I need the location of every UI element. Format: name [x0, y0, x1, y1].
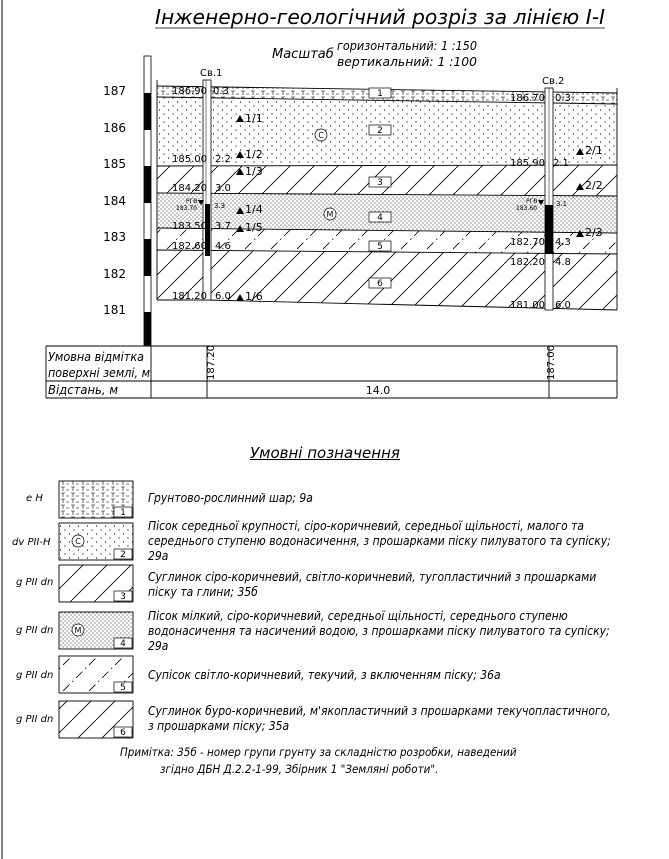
elevation-scale: [144, 56, 151, 345]
legend-text-2: Пісок середньої крупності, сіро-коричневий, середньої щільності, малого та середнього ступеню водонасичення, з прошарками піску пилуватого та супіску; 29а: [148, 519, 611, 563]
layer-num-2: 2: [377, 126, 383, 136]
bh2-depth-1: 2.1: [553, 158, 569, 169]
legend-swatches: [59, 481, 133, 738]
elev-tick-182: 182: [103, 267, 126, 281]
bh2-depth-3: 4.8: [555, 257, 571, 268]
borehole-2-name: Св.2: [542, 76, 565, 87]
scale-vertical: вертикальний: 1 :100: [337, 55, 478, 69]
bh2-ground: 186.70: [510, 93, 545, 104]
table-elev-left: 187.20: [206, 345, 217, 380]
legend-code-5: g PII dn: [16, 670, 54, 681]
legend-code-3: g PII dn: [16, 577, 54, 588]
legend-code-2: dv PII-H: [12, 537, 51, 548]
legend-num-3: 3: [120, 592, 126, 602]
bh1-ground: 186.90: [172, 86, 207, 97]
legend-num-2: 2: [120, 550, 126, 560]
scale-label: Масштаб: [272, 47, 334, 62]
bh1-elev-2: 184.20: [172, 183, 207, 194]
layer-num-3: 3: [377, 178, 383, 188]
sample-1-3: 1/3: [245, 165, 263, 178]
sample-1-4: 1/4: [245, 203, 263, 216]
legend-num-6: 6: [120, 728, 126, 738]
legend-text-1: Грунтово-рослинний шар; 9а: [148, 491, 313, 505]
elev-tick-187: 187: [103, 84, 126, 98]
bh2-elev-4: 181.00: [510, 300, 545, 311]
note-line-1: Примітка: 35б - номер групи грунту за складністю розробки, наведений: [120, 745, 517, 759]
table-row1-label-1: Умовна відмітка: [48, 350, 144, 364]
elevation-labels: [103, 84, 126, 317]
sample-1-6: 1/6: [245, 290, 263, 303]
legend-code-4: g PII dn: [16, 625, 54, 636]
bh1-elev-4: 182.60: [172, 241, 207, 252]
legend-text-3: Суглинок сіро-коричневий, світло-коричневий, тугопластичний з прошарками піску та глини; 35б: [148, 570, 597, 599]
layer-num-4: 4: [377, 213, 383, 223]
borehole-1-name: Св.1: [200, 68, 223, 79]
table-elev-right: 187.00: [546, 345, 557, 380]
table-row1-label-2: поверхні землі, м: [48, 366, 150, 380]
legend-text-6: Суглинок буро-коричневий, м'якопластичний з прошарками текучопластичного, з прошарками піску; 35а: [148, 704, 611, 733]
note-line-2: згідно ДБН Д.2.2-1-99, Збірник 1 "Земляні роботи".: [160, 762, 439, 776]
elev-tick-181: 181: [103, 303, 126, 317]
legend-text-4: Пісок мілкий, сіро-коричневий, середньої щільності, середнього ступеню водонасичення та насичений водою, з прошарками піску пилуватого та супіску; 29а: [148, 609, 610, 653]
bh2-depth-4: 6.0: [555, 300, 571, 311]
bh2-top-depth: 0.3: [555, 93, 571, 104]
sample-1-1: 1/1: [245, 112, 263, 125]
scale-horizontal: горизонтальний: 1 :150: [337, 39, 478, 53]
bh1-depth-1: 2.2: [215, 154, 231, 165]
legend-mark-m: М: [74, 626, 82, 635]
layer-num-5: 5: [377, 242, 383, 252]
table-distance: 14.0: [365, 384, 391, 397]
legend-text-5: Супісок світло-коричневий, текучий, з включенням піску; 36а: [148, 668, 501, 682]
bh1-depth-5: 6.0: [215, 291, 231, 302]
sample-2-1: 2/1: [585, 144, 603, 157]
bh2-water-label: РГВ: [526, 198, 538, 205]
legend-mark-c: С: [75, 537, 81, 546]
bh2-elev-2: 182.70: [510, 237, 545, 248]
drawing-title: Інженерно-геологічний розріз за лінією I-I: [155, 5, 606, 29]
table-row2-label: Відстань, м: [48, 383, 118, 397]
soil-mark-c: С: [318, 131, 324, 140]
sample-1-2: 1/2: [245, 148, 263, 161]
elev-tick-183: 183: [103, 230, 126, 244]
soil-mark-m: М: [326, 210, 334, 219]
bh2-elev-1: 185.90: [510, 158, 545, 169]
bh2-water-depth: 3.1: [556, 200, 568, 208]
sample-2-3: 2/3: [585, 226, 603, 239]
legend-heading: Умовні позначення: [250, 444, 400, 462]
legend-num-1: 1: [120, 508, 126, 518]
legend-num-5: 5: [120, 683, 126, 693]
bh1-depth-3: 3.7: [215, 221, 231, 232]
legend-code-1: e H: [26, 493, 43, 504]
elev-tick-185: 185: [103, 157, 126, 171]
elev-tick-186: 186: [103, 121, 126, 135]
layer-num-1: 1: [377, 89, 383, 99]
bh1-top-depth: 0.3: [213, 86, 229, 97]
legend-num-4: 4: [120, 639, 126, 649]
bh1-elev-5: 181.20: [172, 291, 207, 302]
bh1-depth-2: 3.0: [215, 183, 231, 194]
legend-code-6: g PII dn: [16, 714, 54, 725]
sample-2-2: 2/2: [585, 179, 603, 192]
bh2-elev-3: 182.20: [510, 257, 545, 268]
bh1-water-elev: 183.70: [176, 205, 197, 212]
bh1-elev-1: 185.00: [172, 154, 207, 165]
bh1-depth-4: 4.6: [215, 241, 231, 252]
elev-tick-184: 184: [103, 194, 126, 208]
bh2-depth-2: 4.3: [555, 237, 571, 248]
layer-num-6: 6: [377, 279, 383, 289]
bh1-elev-3: 183.50: [172, 221, 207, 232]
sample-1-5: 1/5: [245, 221, 263, 234]
bh1-water-label: РГВ: [186, 198, 198, 205]
bh2-water-elev: 183.60: [516, 205, 537, 212]
bh1-water-depth: 3.3: [214, 202, 226, 210]
